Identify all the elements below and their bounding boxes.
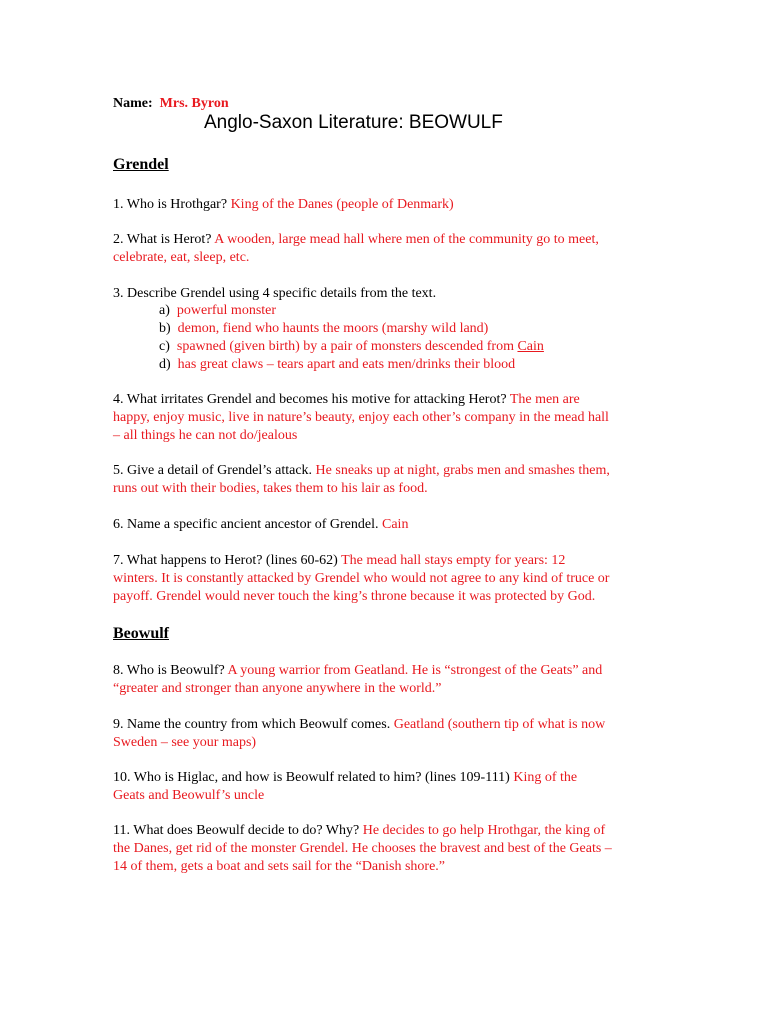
answer-text: King of the bbox=[513, 770, 578, 785]
page-title: Anglo-Saxon Literature: BEOWULF bbox=[204, 112, 503, 133]
answer-text: He sneaks up at night, grabs men and smashes them, bbox=[315, 463, 610, 478]
list-item-text: demon, fiend who haunts the moors (marshy wild land) bbox=[177, 321, 489, 336]
question-text: 8. Who is Beowulf? bbox=[113, 663, 225, 678]
name-value: Mrs. Byron bbox=[159, 96, 229, 111]
question-text: 2. What is Herot? bbox=[113, 232, 212, 247]
question-4 bbox=[113, 391, 580, 409]
question-2 bbox=[113, 231, 599, 249]
list-item-label: c) bbox=[159, 339, 170, 354]
answer-text: Cain bbox=[382, 517, 409, 532]
question-9 bbox=[113, 716, 605, 734]
answer-text: A young warrior from Geatland. He is “strongest of the Geats” and bbox=[227, 663, 603, 678]
answer-text: King of the Danes (people of Denmark) bbox=[230, 197, 454, 212]
list-item bbox=[159, 356, 515, 374]
answer-text: 14 of them, gets a boat and sets sail for the “Danish shore.” bbox=[113, 859, 446, 874]
answer-text: Geats and Beowulf’s uncle bbox=[113, 788, 265, 803]
question-3: 3. Describe Grendel using 4 specific details from the text. bbox=[113, 286, 437, 301]
list-item bbox=[159, 320, 488, 338]
question-text: 9. Name the country from which Beowulf comes. bbox=[113, 717, 391, 732]
answer-text: the Danes, get rid of the monster Grendel. He chooses the bravest and best of the Geats – bbox=[113, 841, 612, 856]
answer-text: He decides to go help Hrothgar, the king of bbox=[362, 823, 606, 838]
question-text: 6. Name a specific ancient ancestor of Grendel. bbox=[113, 517, 379, 532]
question-6 bbox=[113, 516, 408, 534]
answer-text: happy, enjoy music, live in nature’s beauty, enjoy each other’s company in the mead hall bbox=[113, 410, 609, 425]
answer-text: winters. It is constantly attacked by Grendel who would not agree to any kind of truce or bbox=[113, 571, 610, 586]
list-item-label: a) bbox=[159, 303, 170, 318]
list-item-text: has great claws – tears apart and eats men/drinks their blood bbox=[177, 357, 516, 372]
question-text: 7. What happens to Herot? (lines 60-62) bbox=[113, 553, 338, 568]
question-1 bbox=[113, 196, 454, 214]
answer-text: Sweden – see your maps) bbox=[113, 735, 257, 750]
question-5 bbox=[113, 462, 610, 480]
question-text: 1. Who is Hrothgar? bbox=[113, 197, 228, 212]
cain-underlined: Cain bbox=[517, 339, 544, 354]
answer-text: A wooden, large mead hall where men of the community go to meet, bbox=[214, 232, 599, 247]
answer-text: payoff. Grendel would never touch the king’s throne because it was protected by God. bbox=[113, 589, 596, 604]
list-item-label: d) bbox=[159, 357, 171, 372]
question-8 bbox=[113, 662, 602, 680]
section-heading-grendel: Grendel bbox=[113, 156, 169, 173]
answer-text: “greater and stronger than anyone anywhere in the world.” bbox=[113, 681, 442, 696]
list-item-text: powerful monster bbox=[176, 303, 277, 318]
question-11 bbox=[113, 822, 605, 840]
question-text: 5. Give a detail of Grendel’s attack. bbox=[113, 463, 313, 478]
question-text: 10. Who is Higlac, and how is Beowulf related to him? (lines 109-111) bbox=[113, 770, 510, 785]
answer-text: runs out with their bodies, takes them to his lair as food. bbox=[113, 481, 428, 496]
answer-text: celebrate, eat, sleep, etc. bbox=[113, 250, 250, 265]
list-item-text: spawned (given birth) by a pair of monsters descended from bbox=[176, 339, 514, 354]
answer-text: The mead hall stays empty for years: 12 bbox=[341, 553, 566, 568]
answer-text: The men are bbox=[509, 392, 580, 407]
name-label: Name: bbox=[113, 96, 153, 111]
question-10 bbox=[113, 769, 577, 787]
question-7 bbox=[113, 552, 565, 570]
question-text: 11. What does Beowulf decide to do? Why? bbox=[113, 823, 360, 838]
answer-text: – all things he can not do/jealous bbox=[113, 428, 298, 443]
answer-text: Geatland (southern tip of what is now bbox=[393, 717, 606, 732]
section-heading-beowulf: Beowulf bbox=[113, 625, 169, 642]
list-item bbox=[159, 338, 544, 356]
list-item-label: b) bbox=[159, 321, 171, 336]
question-text: 4. What irritates Grendel and becomes his motive for attacking Herot? bbox=[113, 392, 507, 407]
list-item bbox=[159, 302, 276, 320]
